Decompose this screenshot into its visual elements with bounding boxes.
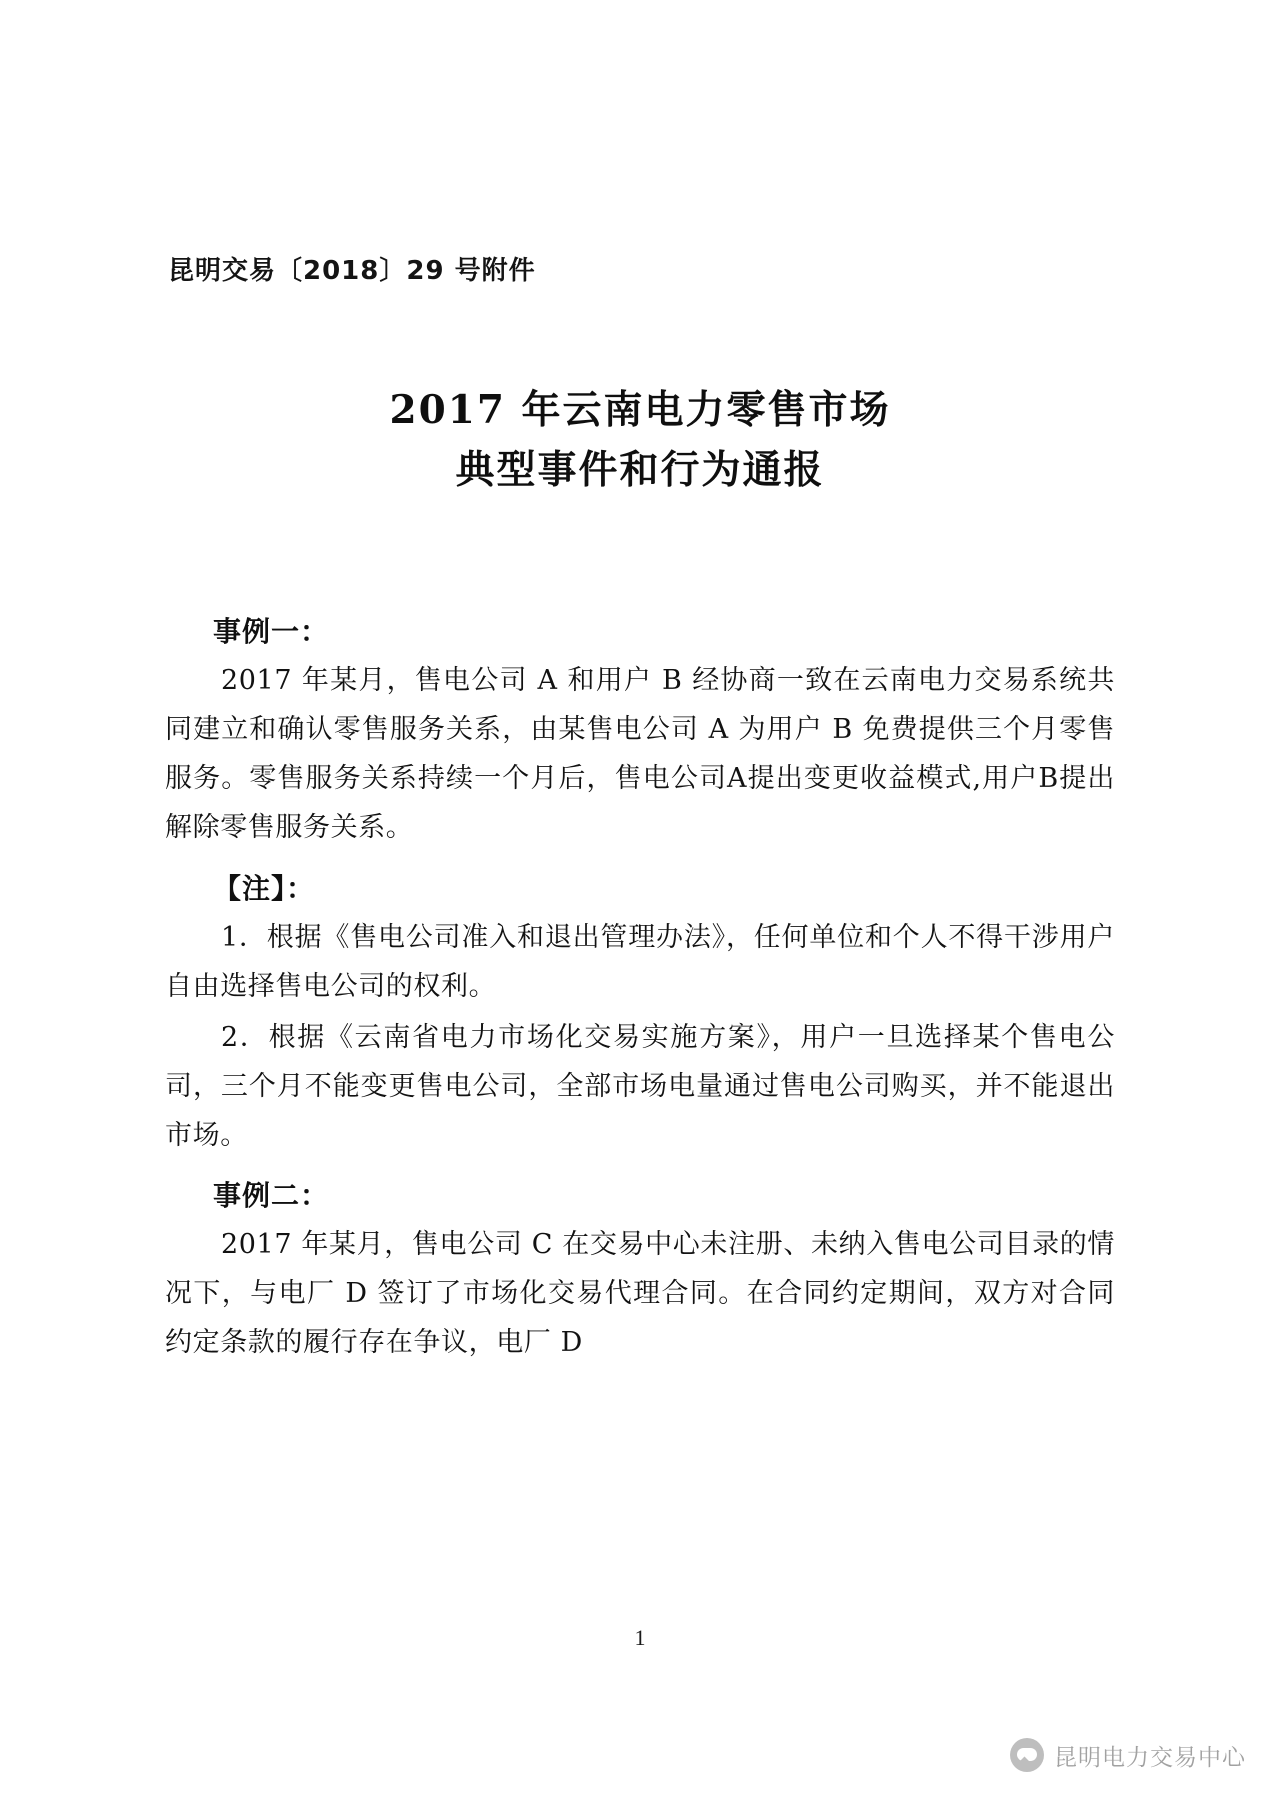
- title-line-2: 典型事件和行为通报: [455, 447, 825, 494]
- document-number: 昆明交易〔2018〕29 号附件: [168, 256, 536, 286]
- paragraph-note-2: 2．根据《云南省电力市场化交易实施方案》，用户一旦选择某个售电公司，三个月不能变更售电公司，全部市场电量通过售电公司购买，并不能退出市场。: [165, 1021, 1115, 1151]
- paragraph-case-one: 2017 年某月，售电公司 A 和用户 B 经协商一致在云南电力交易系统共同建立和确认零售服务关系，由某售电公司 A 为用户 B 免费提供三个月零售服务。零售服务关系持续一个月后，售电公司A提出变更收益模式,用户B提出解除零售服务关系。: [165, 665, 1115, 844]
- title-line-1: 2017 年云南电力零售市场: [389, 387, 891, 433]
- page-number: 1: [634, 1625, 646, 1650]
- watermark-label: 昆明电力交易中心: [1054, 1744, 1246, 1771]
- section-heading-case-one: 事例一：: [213, 615, 330, 648]
- paragraph-case-two: 2017 年某月，售电公司 C 在交易中心未注册、未纳入售电公司目录的情况下，与电厂 D 签订了市场化交易代理合同。在合同约定期间，双方对合同约定条款的履行存在争议，电厂 D: [165, 1229, 1115, 1359]
- document-title: [0, 380, 1280, 501]
- watermark: [1010, 1738, 1246, 1772]
- section-heading-note: 【注】：: [213, 871, 316, 905]
- wechat-icon: [1010, 1738, 1044, 1772]
- document-body: [165, 596, 1115, 1370]
- paragraph-note-1: 1．根据《售电公司准入和退出管理办法》，任何单位和个人不得干涉用户自由选择售电公司的权利。: [165, 921, 1115, 1002]
- section-heading-case-two: 事例二：: [213, 1179, 330, 1213]
